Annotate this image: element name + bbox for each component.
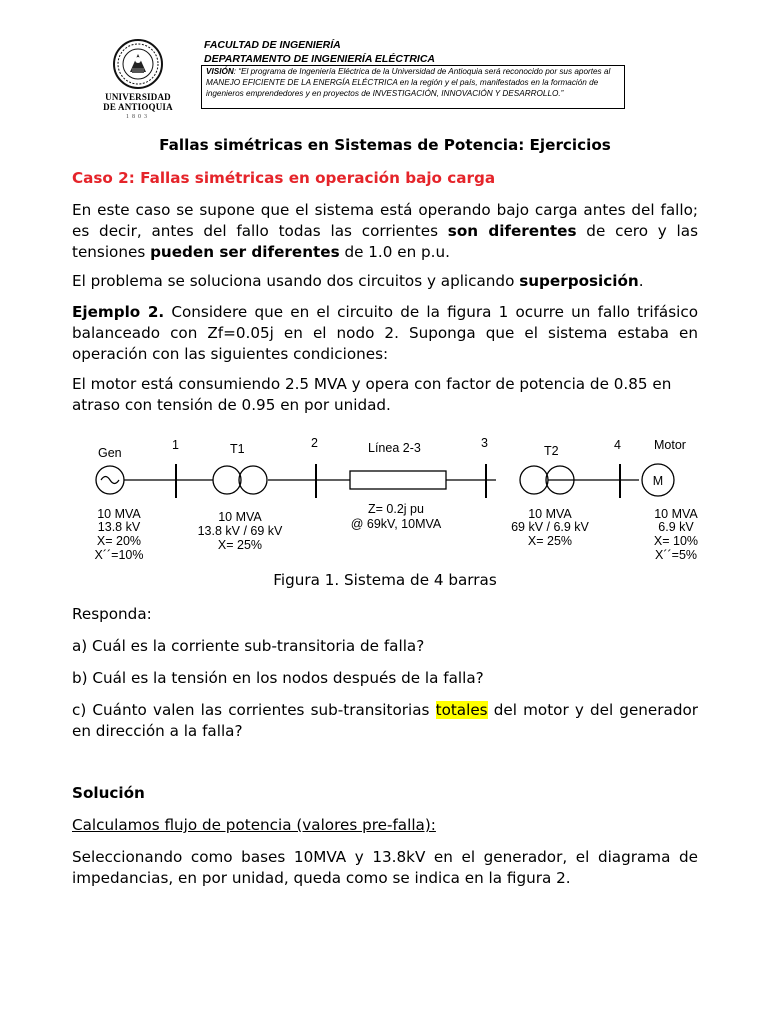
t1-spec: 13.8 kV / 69 kV [197,524,283,538]
paragraph-motor: El motor está consumiendo 2.5 MVA y opera con factor de potencia de 0.85 en atraso con tensión de 0.95 en por unidad. [72,375,672,414]
motor-spec: X´´=5% [654,548,698,562]
motor-spec: 6.9 kV [658,520,694,534]
question-b: b) Cuál es la tensión en los nodos después de la falla? [72,669,484,687]
header-block [204,38,435,66]
faculty-name: FACULTAD DE INGENIERÍA [204,39,341,51]
line-spec: Z= 0.2j pu [368,502,424,516]
t2-spec: 10 MVA [528,507,572,521]
power-flow-heading: Calculamos flujo de potencia (valores pre-falla): [72,816,436,834]
gen-spec: 13.8 kV [97,520,141,534]
text-run: . [638,272,644,290]
bus-2-label: 2 [311,436,318,450]
paragraph-superposition [72,271,698,292]
vision-label: VISIÓN [206,67,234,76]
transformer-t1-icon [239,466,267,494]
paragraph-example [72,302,698,365]
bus-1-label: 1 [172,438,179,452]
logo-text-2: DE ANTIOQUIA [103,102,173,112]
text-run: del motor y del generador en dirección a la falla? [72,701,698,740]
paragraph-intro [72,200,698,263]
t1-label: T1 [230,442,245,456]
gen-spec: X= 20% [96,534,142,548]
text-run: c) Cuánto valen las corrientes sub-transitorias [72,701,436,719]
logo-text-1: UNIVERSIDAD [105,92,171,102]
text-run: de cero y las tensiones [72,222,698,261]
question-c [72,700,698,742]
text-run: El problema se soluciona usando dos circuitos y aplicando [72,272,520,290]
bold-run: Ejemplo 2. [72,303,165,321]
t2-label: T2 [544,444,559,458]
bold-run: pueden ser diferentes [150,243,340,261]
logo-year: 1803 [126,114,150,120]
vision-box [201,65,625,109]
text-run: En este caso se supone que el sistema está operando bajo carga antes del fallo; es decir, antes del fallo todas las corrientes [72,201,698,240]
bus-3-label: 3 [481,436,488,450]
question-a: a) Cuál es la corriente sub-transitoria de falla? [72,637,425,655]
solution-heading: Solución [72,784,145,802]
highlighted-word: totales [435,701,488,719]
line-label: Línea 2-3 [368,441,421,455]
text-run: de 1.0 en p.u. [339,243,450,261]
t2-spec: X= 25% [527,534,573,548]
transformer-t2-icon [520,466,548,494]
text-run: Considere que en el circuito de la figura 1 ocurre un fallo trifásico balanceado con Zf=0.05j en el nodo 2. Suponga que el sistema estaba en operación con las siguientes condiciones: [72,303,698,363]
transformer-t1-icon [213,466,241,494]
gen-label: Gen [98,446,122,460]
t1-spec: 10 MVA [218,510,262,524]
single-line-diagram [80,430,720,570]
bold-run: superposición [519,272,639,290]
university-logo [88,38,188,120]
vision-text: : “El programa de Ingeniería Eléctrica de la Universidad de Antioquia será reconocido por sus aportes al MANEJO EFICIENTE DE LA ENERGÍA ELÉCTRICA en la región y el país, manifestados en la formación de ingenieros emprendedores y en proyectos de INVESTIGACIÓN, INNOVACIÓN Y DESARROLLO.” [206,67,611,98]
motor-label: Motor [654,438,686,452]
gen-spec: X´´=10% [94,548,144,562]
motor-symbol: M [652,474,664,488]
line-impedance-box [350,471,446,489]
figure-caption: Figura 1. Sistema de 4 barras [273,571,497,589]
motor-spec: X= 10% [653,534,699,548]
t1-spec: X= 25% [217,538,263,552]
university-seal-icon [112,38,164,90]
case-heading: Caso 2: Fallas simétricas en operación bajo carga [72,169,496,187]
page-title: Fallas simétricas en Sistemas de Potencia: Ejercicios [159,136,611,154]
motor-spec: 10 MVA [654,507,698,521]
line-spec: @ 69kV, 10MVA [350,517,442,531]
department-name: DEPARTAMENTO DE INGENIERÍA ELÉCTRICA [204,53,436,65]
paragraph-bases: Seleccionando como bases 10MVA y 13.8kV en el generador, el diagrama de impedancias, en por unidad, queda como se indica en la figura 2. [72,848,698,887]
gen-spec: 10 MVA [97,507,141,521]
bold-run: son diferentes [447,222,577,240]
t2-spec: 69 kV / 6.9 kV [511,520,589,534]
bus-4-label: 4 [614,438,621,452]
questions-intro: Responda: [72,605,152,623]
